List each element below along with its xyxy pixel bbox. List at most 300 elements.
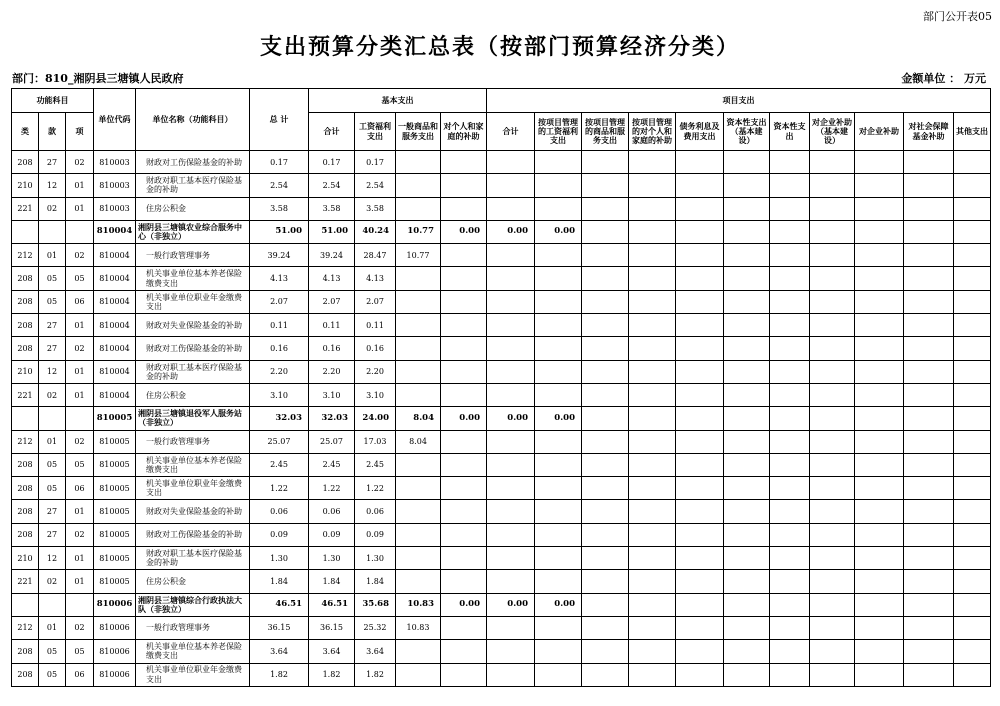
project-col-cell <box>582 407 629 430</box>
amount-unit-label: 金额单位 ： 万元 <box>901 72 986 85</box>
table-row <box>12 337 991 360</box>
table-row <box>12 477 991 500</box>
project-col-cell <box>629 337 676 360</box>
project-col-cell <box>724 407 770 430</box>
project-col-cell <box>855 151 904 174</box>
project-col-cell <box>810 547 855 570</box>
xiang-cell: 01 <box>66 547 94 570</box>
project-col-cell <box>676 314 724 337</box>
lei-cell: 212 <box>12 244 39 267</box>
basic-wage-cell: 1.82 <box>355 663 396 686</box>
project-col-cell <box>770 616 810 639</box>
project-col-cell <box>582 640 629 663</box>
project-col-cell <box>676 337 724 360</box>
project-col-cell <box>954 477 991 500</box>
basic-family-cell <box>441 547 487 570</box>
xiang-cell: 01 <box>66 383 94 406</box>
header-unit-name: 单位名称（功能科目） <box>136 89 250 151</box>
project-col-cell <box>629 430 676 453</box>
kuan-cell: 05 <box>39 640 66 663</box>
project-col-cell <box>904 220 954 243</box>
xiang-cell: 02 <box>66 616 94 639</box>
basic-goods-cell: 10.77 <box>396 220 441 243</box>
project-col-cell <box>810 523 855 546</box>
project-col-cell <box>954 547 991 570</box>
project-col-cell <box>904 244 954 267</box>
unit-code-cell: 810006 <box>94 640 136 663</box>
project-col-cell <box>724 360 770 383</box>
unit-code-cell: 810005 <box>94 547 136 570</box>
project-col-cell <box>676 593 724 616</box>
unit-name-cell: 住房公积金 <box>136 197 250 220</box>
basic-family-cell <box>441 570 487 593</box>
project-col-cell <box>770 151 810 174</box>
project-col-cell <box>954 383 991 406</box>
project-col-cell <box>629 547 676 570</box>
table-row <box>12 453 991 476</box>
header-project-col: 其他支出 <box>954 113 991 151</box>
project-col-cell <box>770 360 810 383</box>
project-col-cell <box>770 174 810 197</box>
table-body <box>12 151 991 687</box>
table-row <box>12 197 991 220</box>
unit-name-cell: 财政对职工基本医疗保险基金的补助 <box>136 547 250 570</box>
total-cell: 1.22 <box>250 477 309 500</box>
unit-name-cell: 湘阴县三塘镇综合行政执法大队（非独立） <box>136 593 250 616</box>
project-col-cell <box>810 407 855 430</box>
project-col-cell <box>810 663 855 686</box>
unit-code-cell: 810003 <box>94 151 136 174</box>
project-col-cell <box>629 663 676 686</box>
basic-total-cell: 32.03 <box>309 407 355 430</box>
basic-goods-cell <box>396 570 441 593</box>
project-col-cell <box>770 220 810 243</box>
basic-wage-cell: 1.84 <box>355 570 396 593</box>
table-row <box>12 244 991 267</box>
basic-wage-cell: 2.07 <box>355 290 396 313</box>
kuan-cell: 05 <box>39 663 66 686</box>
project-wage-cell <box>535 430 582 453</box>
project-col-cell <box>724 640 770 663</box>
project-col-cell <box>954 430 991 453</box>
lei-cell: 210 <box>12 547 39 570</box>
project-col-cell <box>810 453 855 476</box>
project-total-cell <box>487 500 535 523</box>
basic-family-cell <box>441 360 487 383</box>
project-col-cell <box>629 477 676 500</box>
project-total-cell <box>487 360 535 383</box>
project-col-cell <box>676 663 724 686</box>
project-col-cell <box>904 337 954 360</box>
unit-name-cell: 财政对职工基本医疗保险基金的补助 <box>136 174 250 197</box>
kuan-cell <box>39 407 66 430</box>
basic-wage-cell: 1.22 <box>355 477 396 500</box>
basic-wage-cell: 35.68 <box>355 593 396 616</box>
header-project-col: 对企业补助 <box>855 113 904 151</box>
basic-goods-cell <box>396 523 441 546</box>
basic-wage-cell: 0.09 <box>355 523 396 546</box>
project-col-cell <box>629 616 676 639</box>
total-cell: 39.24 <box>250 244 309 267</box>
basic-family-cell <box>441 616 487 639</box>
project-col-cell <box>770 453 810 476</box>
basic-wage-cell: 3.10 <box>355 383 396 406</box>
lei-cell: 208 <box>12 290 39 313</box>
project-col-cell <box>724 430 770 453</box>
project-col-cell <box>770 407 810 430</box>
basic-total-cell: 3.10 <box>309 383 355 406</box>
basic-goods-cell <box>396 477 441 500</box>
project-col-cell <box>676 151 724 174</box>
project-col-cell <box>954 174 991 197</box>
xiang-cell: 01 <box>66 570 94 593</box>
project-col-cell <box>676 477 724 500</box>
basic-total-cell: 2.07 <box>309 290 355 313</box>
project-col-cell <box>855 290 904 313</box>
project-col-cell <box>810 290 855 313</box>
basic-total-cell: 39.24 <box>309 244 355 267</box>
lei-cell: 212 <box>12 430 39 453</box>
project-total-cell: 0.00 <box>487 593 535 616</box>
project-wage-cell <box>535 290 582 313</box>
project-col-cell <box>770 593 810 616</box>
basic-goods-cell <box>396 640 441 663</box>
total-cell: 25.07 <box>250 430 309 453</box>
project-wage-cell <box>535 547 582 570</box>
header-xiang: 项 <box>66 113 94 151</box>
project-col-cell <box>855 337 904 360</box>
project-col-cell <box>810 337 855 360</box>
xiang-cell: 06 <box>66 290 94 313</box>
project-col-cell <box>582 500 629 523</box>
lei-cell: 210 <box>12 174 39 197</box>
basic-goods-cell <box>396 197 441 220</box>
project-col-cell <box>582 383 629 406</box>
project-col-cell <box>724 314 770 337</box>
project-col-cell <box>810 593 855 616</box>
project-col-cell <box>954 267 991 290</box>
project-col-cell <box>582 151 629 174</box>
project-total-cell <box>487 197 535 220</box>
basic-wage-cell: 0.17 <box>355 151 396 174</box>
basic-family-cell <box>441 314 487 337</box>
project-col-cell <box>676 453 724 476</box>
project-total-cell <box>487 640 535 663</box>
project-col-cell <box>582 593 629 616</box>
project-col-cell <box>724 174 770 197</box>
project-col-cell <box>582 663 629 686</box>
kuan-cell: 02 <box>39 383 66 406</box>
basic-wage-cell: 25.32 <box>355 616 396 639</box>
project-col-cell <box>904 430 954 453</box>
basic-wage-cell: 2.54 <box>355 174 396 197</box>
unit-code-cell: 810006 <box>94 593 136 616</box>
project-wage-cell: 0.00 <box>535 593 582 616</box>
total-cell: 0.09 <box>250 523 309 546</box>
project-wage-cell <box>535 174 582 197</box>
unit-code-cell: 810005 <box>94 523 136 546</box>
project-col-cell <box>629 244 676 267</box>
project-col-cell <box>855 616 904 639</box>
project-col-cell <box>810 570 855 593</box>
project-col-cell <box>904 616 954 639</box>
total-cell: 0.17 <box>250 151 309 174</box>
basic-family-cell <box>441 453 487 476</box>
unit-name-cell: 机关事业单位基本养老保险缴费支出 <box>136 640 250 663</box>
project-col-cell <box>855 640 904 663</box>
project-col-cell <box>724 453 770 476</box>
project-col-cell <box>954 453 991 476</box>
project-col-cell <box>770 430 810 453</box>
project-col-cell <box>724 523 770 546</box>
form-number: 部门公开表05 <box>923 10 992 23</box>
project-total-cell <box>487 453 535 476</box>
total-cell: 3.10 <box>250 383 309 406</box>
project-col-cell <box>676 570 724 593</box>
project-total-cell <box>487 337 535 360</box>
kuan-cell: 05 <box>39 477 66 500</box>
project-col-cell <box>676 267 724 290</box>
project-col-cell <box>582 314 629 337</box>
basic-wage-cell: 2.20 <box>355 360 396 383</box>
project-col-cell <box>954 640 991 663</box>
project-col-cell <box>810 314 855 337</box>
kuan-cell <box>39 593 66 616</box>
project-col-cell <box>810 267 855 290</box>
project-col-cell <box>904 477 954 500</box>
project-col-cell <box>810 360 855 383</box>
project-col-cell <box>954 616 991 639</box>
xiang-cell: 01 <box>66 174 94 197</box>
kuan-cell: 01 <box>39 244 66 267</box>
project-col-cell <box>855 360 904 383</box>
project-col-cell <box>954 290 991 313</box>
project-col-cell <box>770 383 810 406</box>
xiang-cell: 02 <box>66 523 94 546</box>
table-row <box>12 290 991 313</box>
lei-cell: 208 <box>12 477 39 500</box>
project-col-cell <box>855 174 904 197</box>
project-col-cell <box>629 360 676 383</box>
basic-total-cell: 0.09 <box>309 523 355 546</box>
project-col-cell <box>676 174 724 197</box>
unit-name-cell: 财政对失业保险基金的补助 <box>136 500 250 523</box>
table-row <box>12 360 991 383</box>
project-col-cell <box>629 197 676 220</box>
basic-family-cell <box>441 151 487 174</box>
basic-goods-cell <box>396 500 441 523</box>
total-cell: 4.13 <box>250 267 309 290</box>
kuan-cell: 02 <box>39 197 66 220</box>
basic-wage-cell: 24.00 <box>355 407 396 430</box>
project-wage-cell <box>535 663 582 686</box>
xiang-cell: 02 <box>66 430 94 453</box>
basic-family-cell <box>441 267 487 290</box>
project-col-cell <box>855 267 904 290</box>
xiang-cell: 06 <box>66 663 94 686</box>
lei-cell: 208 <box>12 314 39 337</box>
project-col-cell <box>954 360 991 383</box>
project-col-cell <box>954 500 991 523</box>
project-col-cell <box>724 220 770 243</box>
basic-family-cell <box>441 477 487 500</box>
basic-family-cell: 0.00 <box>441 407 487 430</box>
project-col-cell <box>582 197 629 220</box>
project-col-cell <box>629 593 676 616</box>
kuan-cell: 27 <box>39 151 66 174</box>
header-lei: 类 <box>12 113 39 151</box>
basic-total-cell: 2.20 <box>309 360 355 383</box>
project-col-cell <box>676 220 724 243</box>
project-col-cell <box>904 523 954 546</box>
kuan-cell: 27 <box>39 523 66 546</box>
basic-total-cell: 2.54 <box>309 174 355 197</box>
project-col-cell <box>676 616 724 639</box>
project-col-cell <box>629 174 676 197</box>
lei-cell: 208 <box>12 500 39 523</box>
project-col-cell <box>676 500 724 523</box>
table-row <box>12 523 991 546</box>
department-label: 部门：810_湘阴县三塘镇人民政府 <box>12 72 184 85</box>
project-total-cell <box>487 151 535 174</box>
xiang-cell: 05 <box>66 640 94 663</box>
unit-code-cell: 810006 <box>94 616 136 639</box>
project-col-cell <box>629 290 676 313</box>
xiang-cell: 01 <box>66 197 94 220</box>
header-basic-col: 工资福利支出 <box>355 113 396 151</box>
unit-name-cell: 机关事业单位基本养老保险缴费支出 <box>136 453 250 476</box>
budget-table <box>11 88 991 687</box>
header-project-col: 资本性支出（基本建设） <box>724 113 770 151</box>
basic-wage-cell: 40.24 <box>355 220 396 243</box>
basic-total-cell: 1.82 <box>309 663 355 686</box>
unit-code-cell: 810004 <box>94 244 136 267</box>
project-col-cell <box>582 290 629 313</box>
project-col-cell <box>855 500 904 523</box>
project-wage-cell <box>535 383 582 406</box>
project-col-cell <box>855 593 904 616</box>
project-wage-cell <box>535 267 582 290</box>
table-row <box>12 616 991 639</box>
xiang-cell: 05 <box>66 267 94 290</box>
project-wage-cell <box>535 640 582 663</box>
table-row <box>12 267 991 290</box>
header-unit-code: 单位代码 <box>94 89 136 151</box>
project-col-cell <box>582 220 629 243</box>
project-col-cell <box>855 407 904 430</box>
basic-wage-cell: 3.58 <box>355 197 396 220</box>
header-basic-col: 对个人和家庭的补助 <box>441 113 487 151</box>
project-col-cell <box>904 151 954 174</box>
total-cell: 32.03 <box>250 407 309 430</box>
basic-total-cell: 2.45 <box>309 453 355 476</box>
unit-name-cell: 湘阴县三塘镇退役军人服务站（非独立） <box>136 407 250 430</box>
project-col-cell <box>582 616 629 639</box>
project-col-cell <box>676 290 724 313</box>
basic-wage-cell: 0.06 <box>355 500 396 523</box>
project-col-cell <box>582 523 629 546</box>
header-project-col: 按项目管理的对个人和家庭的补助 <box>629 113 676 151</box>
project-total-cell <box>487 314 535 337</box>
unit-name-cell: 机关事业单位基本养老保险缴费支出 <box>136 267 250 290</box>
xiang-cell: 01 <box>66 500 94 523</box>
project-col-cell <box>724 244 770 267</box>
project-col-cell <box>855 523 904 546</box>
project-wage-cell <box>535 197 582 220</box>
project-col-cell <box>582 337 629 360</box>
unit-code-cell: 810003 <box>94 197 136 220</box>
project-col-cell <box>770 290 810 313</box>
subtotal-row <box>12 407 991 430</box>
project-col-cell <box>770 244 810 267</box>
project-col-cell <box>810 616 855 639</box>
basic-goods-cell <box>396 453 441 476</box>
project-col-cell <box>810 244 855 267</box>
total-cell: 1.30 <box>250 547 309 570</box>
xiang-cell: 02 <box>66 244 94 267</box>
basic-total-cell: 1.30 <box>309 547 355 570</box>
project-col-cell <box>855 547 904 570</box>
unit-code-cell: 810004 <box>94 337 136 360</box>
project-col-cell <box>770 663 810 686</box>
xiang-cell <box>66 407 94 430</box>
project-total-cell <box>487 523 535 546</box>
basic-goods-cell: 10.83 <box>396 616 441 639</box>
total-cell: 0.16 <box>250 337 309 360</box>
project-col-cell <box>904 383 954 406</box>
project-col-cell <box>676 407 724 430</box>
basic-family-cell <box>441 640 487 663</box>
project-col-cell <box>904 593 954 616</box>
project-col-cell <box>954 407 991 430</box>
unit-name-cell: 财政对工伤保险基金的补助 <box>136 337 250 360</box>
total-cell: 1.84 <box>250 570 309 593</box>
project-col-cell <box>954 244 991 267</box>
header-project-col: 按项目管理的商品和服务支出 <box>582 113 629 151</box>
project-col-cell <box>904 197 954 220</box>
project-col-cell <box>954 523 991 546</box>
project-col-cell <box>954 593 991 616</box>
basic-family-cell <box>441 523 487 546</box>
project-col-cell <box>855 663 904 686</box>
page-title: 支出预算分类汇总表（按部门预算经济分类） <box>259 34 740 60</box>
project-col-cell <box>855 220 904 243</box>
basic-goods-cell <box>396 314 441 337</box>
basic-family-cell <box>441 244 487 267</box>
total-cell: 36.15 <box>250 616 309 639</box>
basic-total-cell: 3.64 <box>309 640 355 663</box>
basic-goods-cell <box>396 337 441 360</box>
project-col-cell <box>724 500 770 523</box>
unit-code-cell: 810004 <box>94 220 136 243</box>
project-col-cell <box>629 500 676 523</box>
project-wage-cell <box>535 500 582 523</box>
table-row <box>12 640 991 663</box>
basic-total-cell: 1.22 <box>309 477 355 500</box>
header-project-col: 对企业补助（基本建设） <box>810 113 855 151</box>
project-total-cell <box>487 430 535 453</box>
project-col-cell <box>904 267 954 290</box>
basic-wage-cell: 4.13 <box>355 267 396 290</box>
project-total-cell <box>487 267 535 290</box>
project-col-cell <box>954 314 991 337</box>
basic-family-cell <box>441 337 487 360</box>
project-col-cell <box>724 151 770 174</box>
project-col-cell <box>582 547 629 570</box>
subtotal-row <box>12 220 991 243</box>
lei-cell: 208 <box>12 267 39 290</box>
project-wage-cell <box>535 477 582 500</box>
